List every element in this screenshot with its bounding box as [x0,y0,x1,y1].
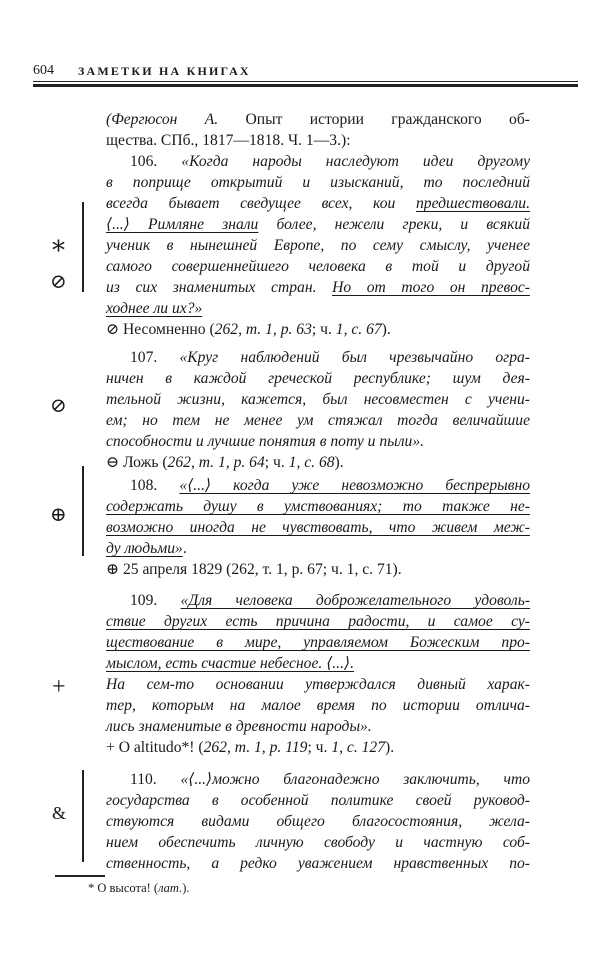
ampersand-margin-mark-icon: & [52,803,67,823]
text-line [106,790,530,811]
text-segment: 262, т. 1, р. 64 [167,454,265,471]
text-segment: ем; но тем не менее ум стяжал тогда величайшие [106,412,530,429]
text-line [106,172,530,193]
text-segment: 1, с. 68 [288,454,335,471]
text-segment: . [182,540,187,557]
text-line [106,653,530,674]
text-line [106,674,530,695]
footnote-italic: лат. [158,881,183,895]
text-segment: ⊕ 25 апреля 1829 (262, т. 1, р. 67; ч. 1, с. 71). [106,561,402,578]
text-line [106,559,530,580]
margin-side-bar [82,466,84,556]
underlined-text: мыслом, есть счастие небесное. ⟨...⟩. [106,655,354,672]
text-segment: «⟨...⟩можно благонадежно заключить, что [180,771,531,788]
text-segment: «Когда народы наследуют идеи другому [181,153,530,170]
footnote [88,881,190,896]
text-line [106,368,530,389]
text-line [106,277,530,298]
text-line [106,832,530,853]
text-segment: ). [381,321,391,338]
page-body [106,109,530,874]
text-segment: ; ч. [264,454,289,471]
text-segment: ). [334,454,344,471]
text-segment: более, нежели греки, и всякий [258,216,530,233]
text-segment: тер, которым на малое время по истории отлича- [106,697,530,714]
footnote-mark: * [88,881,95,895]
text-segment: 1, с. 127 [331,739,386,756]
text-segment: 1, с. 67 [335,321,382,338]
text-line [106,431,530,452]
text-line [106,151,530,172]
text-line [106,410,530,431]
text-segment: 109. [130,592,181,609]
text-line [106,737,530,758]
text-segment: «Круг наблюдений был чрезвычайно огра- [179,349,530,366]
underlined-text: ⟨...⟩ Римляне знали [106,216,259,233]
text-segment: из сих знаменитых стран. [106,279,333,296]
text-segment: ственность, а редко уважением нравственных по- [106,855,530,872]
text-segment: 262, т. 1, р. 63 [214,321,312,338]
text-line [106,853,530,874]
text-segment: самого совершеннейшего человека в той и другой [106,258,530,275]
text-line [106,517,530,538]
text-segment: тельной жизни, кажется, был несовместен с учени- [106,391,530,408]
header-rule-thick [33,84,578,87]
asterisk-margin-mark-icon: ⁎ [52,228,65,257]
text-segment: нием обеспечить личную свободу и частную соб- [106,834,530,851]
text-line [106,452,530,473]
text-line [106,496,530,517]
text-line [106,716,530,737]
underlined-text: ствие других есть причина радости, и самое су- [106,613,530,630]
slashed-circle-margin-mark-icon: ⊘ [50,271,67,293]
paragraph-107 [106,347,530,473]
underlined-text: предшествовали. [416,195,530,212]
paragraph-intro [106,109,530,151]
footnote-end: ). [182,881,190,895]
text-segment: всегда бывает сведущее всех, кои [106,195,416,212]
text-segment: 262, т. 1, р. 119 [203,739,308,756]
underlined-text: Но от того он превос- [332,279,530,296]
text-line [106,769,530,790]
underlined-text: ходнее ли их?» [106,300,203,317]
text-segment: Опыт истории гражданского об- [218,111,530,128]
text-line [106,632,530,653]
slashed-circle-margin-mark-icon: ⊘ [50,395,67,417]
text-line [106,538,530,559]
text-segment: 110. [130,771,181,788]
underlined-text: содержать душу в умствованиях; то также не- [106,498,530,515]
underlined-text: ду людьми» [106,540,183,557]
text-line [106,235,530,256]
footnote-text: О высота! ( [94,881,159,895]
underlined-text: «⟨...⟩ когда уже невозможно беспрерывно [179,477,530,494]
paragraph-109 [106,590,530,758]
text-segment: (Фергюсон А. [106,111,219,128]
text-segment: ⊖ Ложь ( [106,454,168,471]
underlined-text: возможно иногда не чувствовать, что живем меж- [106,519,530,536]
underlined-text: «Для человека доброжелательного удоволь- [180,592,531,609]
paragraph-110 [106,769,530,874]
text-segment: в поприще открытий и изысканий, то последний [106,174,530,191]
text-line [106,109,530,130]
text-segment: На сем-то основании утверждался дивный харак- [106,676,530,693]
text-segment: лись знаменитые в древности народы». [106,718,372,735]
text-line [106,256,530,277]
text-segment: + O altitudo*! ( [106,739,204,756]
text-line [106,590,530,611]
margin-side-bar [82,770,84,862]
circled-plus-margin-mark-icon: ⊕ [50,504,67,526]
running-title: ЗАМЕТКИ НА КНИГАХ [78,64,251,78]
text-segment: ствуются видами общего благосостояния, жела- [106,813,530,830]
text-segment: ⊘ Несомненно ( [106,321,215,338]
text-line [106,811,530,832]
paragraph-106 [106,151,530,340]
text-line [106,611,530,632]
text-line [106,389,530,410]
text-line [106,695,530,716]
text-line [106,475,530,496]
text-line [106,319,530,340]
text-segment: ; ч. [311,321,336,338]
text-segment: 106. [130,153,182,170]
text-segment: ничен в каждой греческой республике; шум дея- [106,370,530,387]
text-segment: ). [385,739,395,756]
text-segment: щества. СПб., 1817—1818. Ч. 1—3.): [106,132,351,149]
text-line [106,347,530,368]
text-line [106,298,530,319]
text-segment: государства в особенной политике своей руковод- [106,792,530,809]
text-line [106,130,530,151]
underlined-text: ществование в мире, управляемом Божеским про- [106,634,530,651]
paragraph-108 [106,475,530,580]
margin-side-bar [82,202,84,292]
text-segment: 108. [130,477,180,494]
text-segment: ; ч. [307,739,332,756]
page-number: 604 [33,63,54,78]
text-segment: способности и лучшие понятия в поту и пыли». [106,433,425,450]
text-segment: 107. [130,349,180,366]
header-rule [33,81,578,82]
plus-margin-mark-icon: + [52,674,66,700]
text-line [106,193,530,214]
text-line [106,214,530,235]
footnote-rule [55,875,105,877]
text-segment: ученик в нынешней Европе, по сему смыслу, ученее [106,237,530,254]
